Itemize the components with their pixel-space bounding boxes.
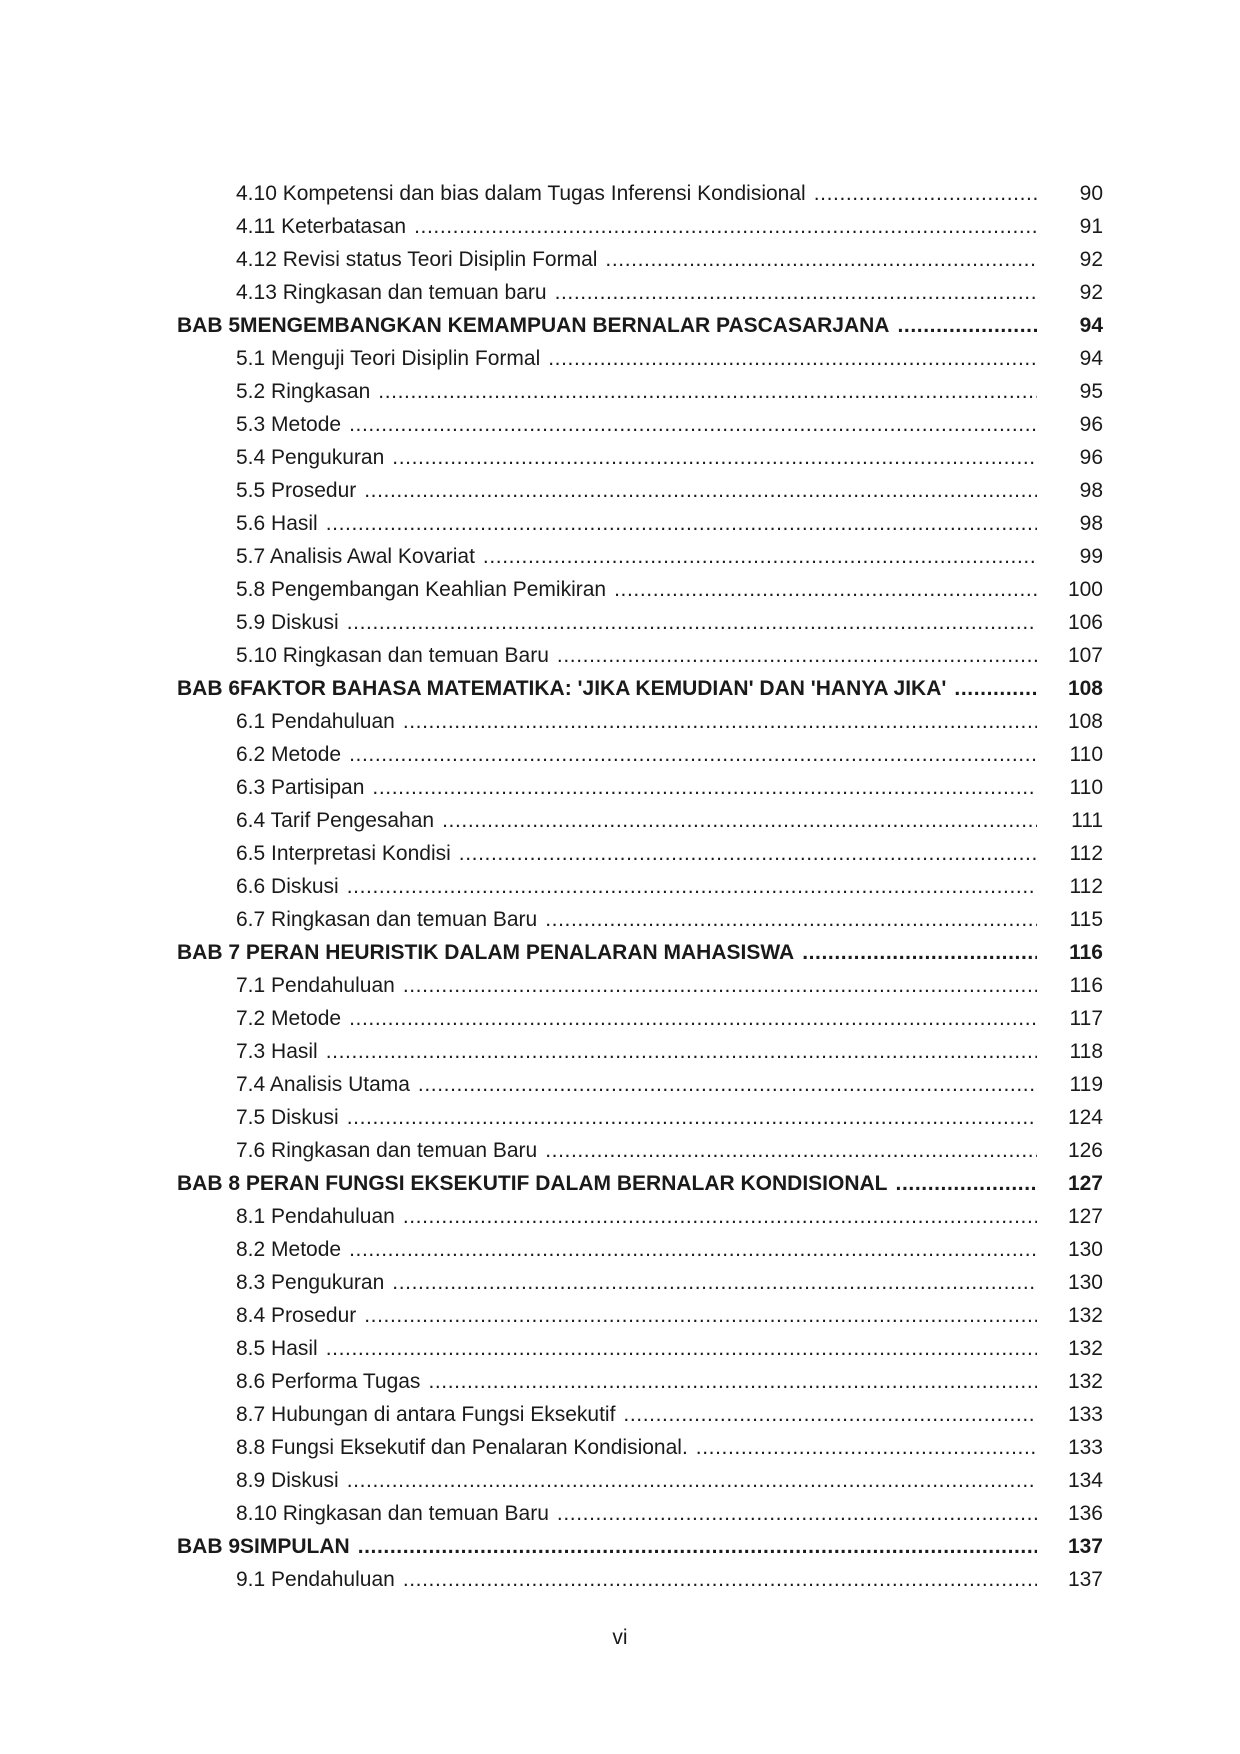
dot-leader <box>696 1431 1037 1464</box>
toc-entry-page-number: 100 <box>1067 578 1103 601</box>
dot-leader <box>483 540 1037 573</box>
toc-entry-label: 8.2 Metode <box>236 1238 342 1261</box>
toc-section-entry[interactable] <box>177 1365 1103 1398</box>
toc-entry-label: BAB 5MENGEMBANGKAN KEMAMPUAN BERNALAR PASCASARJANA <box>177 314 890 337</box>
toc-section-entry[interactable] <box>177 1464 1103 1497</box>
toc-section-entry[interactable] <box>177 507 1103 540</box>
table-of-contents <box>177 177 1103 1596</box>
toc-section-entry[interactable] <box>177 441 1103 474</box>
dot-leader <box>545 903 1037 936</box>
toc-entry-page-number: 133 <box>1067 1436 1103 1459</box>
toc-chapter-entry[interactable] <box>177 1167 1103 1200</box>
dot-leader <box>326 1332 1037 1365</box>
toc-section-entry[interactable] <box>177 705 1103 738</box>
toc-entry-label: 6.4 Tarif Pengesahan <box>236 809 435 832</box>
dot-leader <box>349 408 1037 441</box>
toc-entry-page-number: 90 <box>1079 182 1103 205</box>
toc-section-entry[interactable] <box>177 540 1103 573</box>
dot-leader <box>403 1563 1037 1596</box>
toc-section-entry[interactable] <box>177 210 1103 243</box>
dot-leader <box>326 507 1037 540</box>
dot-leader <box>802 936 1037 969</box>
toc-section-entry[interactable] <box>177 573 1103 606</box>
toc-section-entry[interactable] <box>177 969 1103 1002</box>
toc-entry-page-number: 134 <box>1067 1469 1103 1492</box>
toc-entry-label: 7.3 Hasil <box>236 1040 318 1063</box>
dot-leader <box>555 276 1037 309</box>
dot-leader <box>897 309 1037 342</box>
toc-entry-page-number: 98 <box>1079 512 1103 535</box>
toc-entry-page-number: 119 <box>1069 1073 1103 1096</box>
toc-entry-label: 5.8 Pengembangan Keahlian Pemikiran <box>236 578 607 601</box>
dot-leader <box>403 969 1037 1002</box>
toc-section-entry[interactable] <box>177 837 1103 870</box>
toc-entry-label: 8.8 Fungsi Eksekutif dan Penalaran Kondisional. <box>236 1436 688 1459</box>
toc-entry-label: 8.1 Pendahuluan <box>236 1205 395 1228</box>
toc-entry-label: 6.7 Ringkasan dan temuan Baru <box>236 908 538 931</box>
toc-entry-label: 7.1 Pendahuluan <box>236 974 395 997</box>
toc-entry-page-number: 91 <box>1079 215 1103 238</box>
toc-entry-label: 8.10 Ringkasan dan temuan Baru <box>236 1502 549 1525</box>
dot-leader <box>403 705 1037 738</box>
dot-leader <box>623 1398 1037 1431</box>
toc-entry-page-number: 94 <box>1079 347 1103 370</box>
toc-entry-label: 6.2 Metode <box>236 743 342 766</box>
dot-leader <box>896 1167 1037 1200</box>
toc-entry-label: BAB 8 PERAN FUNGSI EKSEKUTIF DALAM BERNALAR KONDISIONAL <box>177 1172 888 1195</box>
toc-entry-label: 8.5 Hasil <box>236 1337 318 1360</box>
toc-section-entry[interactable] <box>177 870 1103 903</box>
toc-entry-page-number: 136 <box>1067 1502 1103 1525</box>
dot-leader <box>347 606 1037 639</box>
toc-entry-page-number: 130 <box>1067 1271 1103 1294</box>
toc-entry-page-number: 108 <box>1067 710 1103 733</box>
toc-entry-label: 4.10 Kompetensi dan bias dalam Tugas Inferensi Kondisional <box>236 182 806 205</box>
dot-leader <box>548 342 1037 375</box>
dot-leader <box>557 1497 1037 1530</box>
dot-leader <box>428 1365 1037 1398</box>
toc-entry-page-number: 116 <box>1069 974 1103 997</box>
toc-section-entry[interactable] <box>177 1332 1103 1365</box>
toc-entry-page-number: 115 <box>1069 908 1103 931</box>
dot-leader <box>364 474 1037 507</box>
dot-leader <box>349 1233 1037 1266</box>
toc-section-entry[interactable] <box>177 1101 1103 1134</box>
dot-leader <box>414 210 1037 243</box>
dot-leader <box>347 1464 1037 1497</box>
dot-leader <box>347 870 1037 903</box>
page-number: vi <box>612 1626 628 1649</box>
toc-entry-page-number: 98 <box>1079 479 1103 502</box>
toc-entry-page-number: 137 <box>1067 1535 1103 1558</box>
toc-entry-page-number: 118 <box>1069 1040 1103 1063</box>
toc-entry-page-number: 126 <box>1067 1139 1103 1162</box>
toc-chapter-entry[interactable] <box>177 672 1103 705</box>
toc-entry-page-number: 94 <box>1079 314 1103 337</box>
dot-leader <box>349 738 1037 771</box>
toc-section-entry[interactable] <box>177 342 1103 375</box>
toc-section-entry[interactable] <box>177 1299 1103 1332</box>
dot-leader <box>326 1035 1037 1068</box>
toc-section-entry[interactable] <box>177 474 1103 507</box>
toc-entry-page-number: 124 <box>1067 1106 1103 1129</box>
toc-entry-page-number: 112 <box>1069 875 1103 898</box>
toc-entry-label: 7.4 Analisis Utama <box>236 1073 410 1096</box>
toc-entry-label: 7.2 Metode <box>236 1007 342 1030</box>
dot-leader <box>814 177 1037 210</box>
toc-entry-page-number: 137 <box>1067 1568 1103 1591</box>
toc-entry-label: BAB 6FAKTOR BAHASA MATEMATIKA: 'JIKA KEMUDIAN' DAN 'HANYA JIKA' <box>177 677 947 700</box>
dot-leader <box>614 573 1037 606</box>
toc-entry-label: 6.6 Diskusi <box>236 875 339 898</box>
toc-entry-label: 8.9 Diskusi <box>236 1469 339 1492</box>
toc-entry-page-number: 111 <box>1071 809 1103 832</box>
toc-section-entry[interactable] <box>177 639 1103 672</box>
toc-section-entry[interactable] <box>177 243 1103 276</box>
toc-entry-label: 6.5 Interpretasi Kondisi <box>236 842 451 865</box>
toc-entry-page-number: 92 <box>1079 248 1103 271</box>
toc-entry-page-number: 110 <box>1069 776 1103 799</box>
toc-entry-page-number: 108 <box>1067 677 1103 700</box>
toc-entry-page-number: 132 <box>1067 1337 1103 1360</box>
dot-leader <box>403 1200 1037 1233</box>
dot-leader <box>349 1002 1037 1035</box>
dot-leader <box>418 1068 1037 1101</box>
toc-entry-label: 5.7 Analisis Awal Kovariat <box>236 545 475 568</box>
toc-entry-label: 5.6 Hasil <box>236 512 318 535</box>
toc-entry-label: 5.4 Pengukuran <box>236 446 385 469</box>
toc-entry-page-number: 99 <box>1079 545 1103 568</box>
dot-leader <box>459 837 1037 870</box>
toc-entry-page-number: 130 <box>1067 1238 1103 1261</box>
dot-leader <box>392 1266 1037 1299</box>
toc-section-entry[interactable] <box>177 1134 1103 1167</box>
dot-leader <box>392 441 1037 474</box>
toc-entry-page-number: 117 <box>1069 1007 1103 1030</box>
dot-leader <box>364 1299 1037 1332</box>
toc-entry-page-number: 96 <box>1079 446 1103 469</box>
toc-section-entry[interactable] <box>177 1233 1103 1266</box>
toc-entry-label: 7.5 Diskusi <box>236 1106 339 1129</box>
toc-entry-label: 4.11 Keterbatasan <box>236 215 407 238</box>
toc-section-entry[interactable] <box>177 1398 1103 1431</box>
toc-entry-label: 6.1 Pendahuluan <box>236 710 395 733</box>
toc-entry-page-number: 110 <box>1069 743 1103 766</box>
toc-entry-label: 5.1 Menguji Teori Disiplin Formal <box>236 347 541 370</box>
toc-entry-label: 8.4 Prosedur <box>236 1304 357 1327</box>
toc-section-entry[interactable] <box>177 1068 1103 1101</box>
toc-section-entry[interactable] <box>177 1002 1103 1035</box>
toc-entry-label: 8.6 Performa Tugas <box>236 1370 421 1393</box>
toc-entry-label: 5.2 Ringkasan <box>236 380 371 403</box>
toc-chapter-entry[interactable] <box>177 1530 1103 1563</box>
toc-section-entry[interactable] <box>177 1563 1103 1596</box>
toc-entry-label: BAB 7 PERAN HEURISTIK DALAM PENALARAN MAHASISWA <box>177 941 795 964</box>
dot-leader <box>545 1134 1037 1167</box>
toc-entry-label: 8.7 Hubungan di antara Fungsi Eksekutif <box>236 1403 616 1426</box>
toc-chapter-entry[interactable] <box>177 936 1103 969</box>
toc-section-entry[interactable] <box>177 1200 1103 1233</box>
toc-entry-page-number: 116 <box>1069 941 1103 964</box>
dot-leader <box>605 243 1037 276</box>
toc-entry-page-number: 92 <box>1079 281 1103 304</box>
toc-entry-label: 4.12 Revisi status Teori Disiplin Formal <box>236 248 598 271</box>
toc-entry-label: 8.3 Pengukuran <box>236 1271 385 1294</box>
toc-section-entry[interactable] <box>177 606 1103 639</box>
toc-entry-label: 5.9 Diskusi <box>236 611 339 634</box>
toc-entry-label: 9.1 Pendahuluan <box>236 1568 395 1591</box>
toc-entry-page-number: 132 <box>1067 1370 1103 1393</box>
dot-leader <box>378 375 1037 408</box>
toc-chapter-entry[interactable] <box>177 309 1103 342</box>
toc-entry-page-number: 106 <box>1067 611 1103 634</box>
toc-section-entry[interactable] <box>177 804 1103 837</box>
toc-section-entry[interactable] <box>177 1497 1103 1530</box>
toc-entry-page-number: 127 <box>1067 1172 1103 1195</box>
toc-section-entry[interactable] <box>177 408 1103 441</box>
toc-entry-label: 5.5 Prosedur <box>236 479 357 502</box>
toc-section-entry[interactable] <box>177 375 1103 408</box>
toc-entry-page-number: 95 <box>1079 380 1103 403</box>
toc-section-entry[interactable] <box>177 903 1103 936</box>
toc-section-entry[interactable] <box>177 1035 1103 1068</box>
toc-section-entry[interactable] <box>177 1431 1103 1464</box>
toc-section-entry[interactable] <box>177 771 1103 804</box>
toc-section-entry[interactable] <box>177 177 1103 210</box>
toc-entry-label: BAB 9SIMPULAN <box>177 1535 350 1558</box>
toc-entry-label: 5.3 Metode <box>236 413 342 436</box>
toc-entry-page-number: 133 <box>1067 1403 1103 1426</box>
toc-entry-label: 5.10 Ringkasan dan temuan Baru <box>236 644 549 667</box>
toc-entry-label: 7.6 Ringkasan dan temuan Baru <box>236 1139 538 1162</box>
toc-entry-page-number: 127 <box>1067 1205 1103 1228</box>
toc-section-entry[interactable] <box>177 1266 1103 1299</box>
toc-section-entry[interactable] <box>177 738 1103 771</box>
toc-section-entry[interactable] <box>177 276 1103 309</box>
toc-entry-page-number: 132 <box>1067 1304 1103 1327</box>
dot-leader <box>442 804 1037 837</box>
dot-leader <box>358 1530 1037 1563</box>
dot-leader <box>347 1101 1037 1134</box>
dot-leader <box>372 771 1037 804</box>
toc-entry-page-number: 112 <box>1069 842 1103 865</box>
dot-leader <box>954 672 1037 705</box>
toc-entry-label: 4.13 Ringkasan dan temuan baru <box>236 281 547 304</box>
toc-entry-page-number: 96 <box>1079 413 1103 436</box>
dot-leader <box>557 639 1037 672</box>
toc-entry-page-number: 107 <box>1067 644 1103 667</box>
toc-entry-label: 6.3 Partisipan <box>236 776 365 799</box>
